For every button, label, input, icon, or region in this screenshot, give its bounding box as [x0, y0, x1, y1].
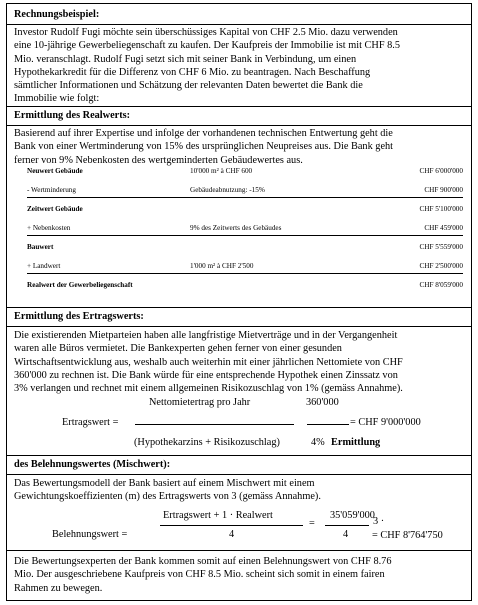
formula-mult: 3 ·: [373, 516, 385, 527]
formula-numerator: Nettomietertrag pro Jahr: [149, 397, 251, 408]
divider: [7, 307, 471, 308]
text-line: Das Bewertungsmodell der Bank basiert auf einem Mischwert mit einem: [14, 478, 315, 489]
table-row-label: Realwert der Gewerbeliegenschaft: [27, 281, 133, 289]
divider: [7, 24, 471, 25]
text-line: Rahmen zu bewegen.: [14, 582, 103, 594]
heading-example: Rechnungsbeispiel:: [14, 9, 100, 20]
divider: [7, 326, 471, 327]
table-row-label: + Landwert: [27, 262, 61, 270]
table-row-label: - Wertminderung: [27, 186, 76, 194]
table-row-desc: 1'000 m² à CHF 2'500: [190, 262, 254, 270]
table-row-label: Bauwert: [27, 243, 54, 251]
table-row-value: CHF 5'100'000: [419, 205, 463, 213]
table-row-label: Zeitwert Gebäude: [27, 205, 83, 213]
formula-num-value: 35'059'000: [330, 510, 375, 521]
divider: [7, 455, 471, 456]
heading-ertragswert: Ermittlung des Ertragswerts:: [14, 311, 144, 322]
text-line: Basierend auf ihrer Expertise und infolge der vorhandenen technischen Entwertung geht die: [14, 128, 393, 139]
text-line: Die Bewertungsexperten der Bank kommen somit auf einen Belehnungswert von CHF 8.76: [14, 556, 392, 567]
divider: [7, 106, 471, 107]
paragraph-intro: [14, 26, 466, 106]
text-line: Hypothekarkredit für die Differenz von CHF 6 Mio. zu beantragen. Nach Beschaffung: [14, 66, 371, 78]
formula-den-value: 4: [343, 529, 349, 540]
formula-result: = CHF 8'764'750: [372, 530, 443, 541]
table-subtotal-line: [27, 235, 463, 236]
formula-numerator: Ertragswert + 1 · Realwert: [163, 510, 273, 521]
document-frame: [6, 3, 472, 601]
table-row-label: Neuwert Gebäude: [27, 167, 83, 175]
paragraph-ertragswert: [14, 329, 466, 395]
formula-den-value: 4%: [311, 437, 325, 448]
text-line: sämtlicher Informationen und Schätzung der relevanten Daten bewertet die Bank die: [14, 80, 363, 92]
divider: [7, 550, 471, 551]
formula-result: = CHF 9'000'000: [350, 417, 421, 428]
text-line: Wirtschaftsentwicklung aus, weshalb auch weiterhin mit einer jährlichen Nettomiete von CHF: [14, 356, 403, 368]
heading-belehnungswert: des Belehnungswertes (Mischwert):: [14, 459, 171, 470]
table-row-value: CHF 6'000'000: [419, 167, 463, 175]
fraction-line: [325, 525, 369, 526]
table-row-value: CHF 8'059'000: [419, 281, 463, 289]
table-row-value: CHF 5'559'000: [419, 243, 463, 251]
fraction-line: [307, 424, 349, 425]
text-line: 3% verlangen und rechnet mit einem allgemeinen Risikozuschlag von 1% (gemäss Annahme).: [14, 383, 403, 395]
formula-eq: =: [309, 518, 315, 529]
formula-lhs: Ertragswert =: [62, 417, 119, 428]
table-row-label: + Nebenkosten: [27, 224, 71, 232]
table-row-desc: 10'000 m² à CHF 600: [190, 167, 253, 175]
divider: [7, 125, 471, 126]
table-row-value: CHF 459'000: [424, 224, 463, 232]
text-line: Immobilie wie folgt:: [14, 93, 100, 105]
table-row-desc: 9% des Zeitwerts des Gebäudes: [190, 224, 282, 232]
formula-num-value: 360'000: [306, 397, 339, 408]
paragraph-realwert: [14, 127, 466, 167]
formula-denominator: 4: [229, 529, 235, 540]
text-line: Bank von einer Wertminderung von 15% des ursprünglichen Neupreises aus. Die Bank geht: [14, 141, 394, 153]
formula-tag: Ermittlung: [331, 437, 381, 448]
text-line: eine 10-jährige Gewerbeliegenschaft zu kaufen. Der Kaufpreis der Immobilie ist mit CHF 8.5: [14, 40, 401, 52]
table-subtotal-line: [27, 273, 463, 274]
text-line: Gewichtungskoeffizienten (m) des Ertragswerts von 3 (gemäss Annahme).: [14, 491, 321, 503]
paragraph-belehnungswert: [14, 477, 466, 504]
text-line: Mio. veranschlagt. Rudolf Fugi setzt sich mit seiner Bank in Verbindung, um einen: [14, 53, 357, 65]
table-subtotal-line: [27, 197, 463, 198]
table-row-desc: Gebäudeabnutzung: -15%: [190, 186, 265, 194]
text-line: ferner von 9% Nebenkosten des wertgeminderten Gebäudewertes aus.: [14, 154, 303, 166]
text-line: Die existierenden Mietparteien haben alle langfristige Mietverträge und in der Vergangenheit: [14, 330, 398, 341]
text-line: 360'000 zu rechnen ist. Die Bank würde für eine entsprechende Hypothek einen Zinssatz von: [14, 369, 398, 381]
table-row-value: CHF 2'500'000: [419, 262, 463, 270]
text-line: Mio. Der ausgeschriebene Kaufpreis von CHF 8.5 Mio. scheint sich somit in einem fairen: [14, 569, 385, 581]
heading-realwert: Ermittlung des Realwerts:: [14, 110, 131, 121]
table-row-value: CHF 900'000: [424, 186, 463, 194]
text-line: Investor Rudolf Fugi möchte sein überschüssiges Kapital von CHF 2.5 Mio. dazu verwenden: [14, 27, 398, 38]
paragraph-conclusion: [14, 555, 466, 595]
text-line: waren alle Büros vermietet. Die Bankexperten gehen ferner von einer gesunden: [14, 343, 342, 355]
formula-lhs: Belehnungswert =: [52, 529, 128, 540]
divider: [7, 474, 471, 475]
fraction-line: [135, 424, 294, 425]
formula-denominator: (Hypothekarzins + Risikozuschlag): [134, 437, 280, 448]
fraction-line: [160, 525, 303, 526]
